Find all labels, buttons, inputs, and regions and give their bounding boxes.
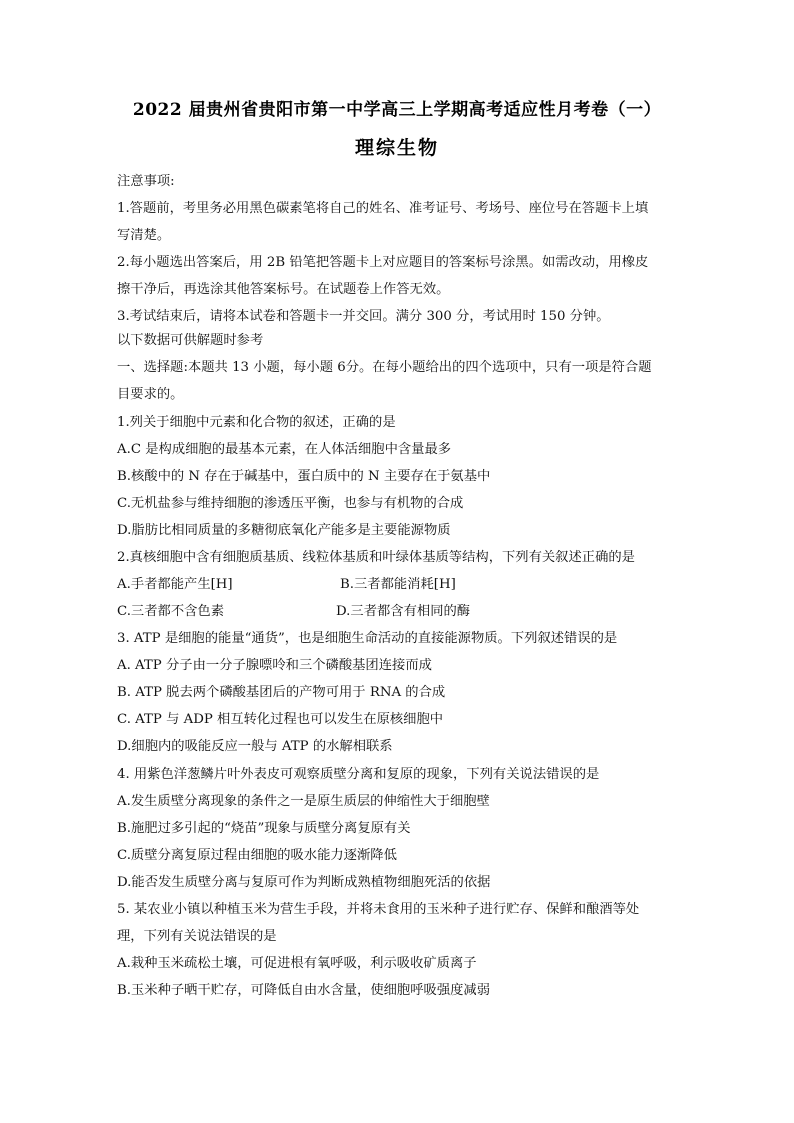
question-2-option-b: B.三者都能消耗[H] <box>340 577 456 592</box>
question-5-option-b: B.玉米种子晒干贮存，可降低自由水含量，使细胞呼吸强度减弱 <box>117 983 491 998</box>
question-2-option-d: D.三者都含有相同的酶 <box>336 604 471 619</box>
question-5-option-a: A.栽种玉米疏松土壤，可促进根有氧呼吸，利示吸收矿质离子 <box>117 956 477 971</box>
notice-item-2-line-1: 2.每小题选出答案后，用 2B 铅笔把答题卡上对应题目的答案标号涂黑。如需改动，用橡皮 <box>117 255 649 270</box>
section-intro-line-2: 目要求的。 <box>117 387 184 402</box>
notice-item-1-line-2: 写清楚。 <box>117 228 171 243</box>
question-1-option-a: A.C 是构成细胞的最基本元素，在人体活细胞中含量最多 <box>117 442 452 457</box>
question-4-option-d: D.能否发生质壁分离与复原可作为判断成熟植物细胞死活的依据 <box>117 875 491 890</box>
question-4-option-a: A.发生质壁分离现象的条件之一是原生质层的伸缩性大于细胞壁 <box>117 794 490 809</box>
notice-heading: 注意事项: <box>117 174 175 189</box>
question-2-option-c: C.三者都不含色素 <box>117 604 225 619</box>
question-1-option-d: D.脂肪比相同质量的多糖彻底氧化产能多是主要能源物质 <box>117 523 451 538</box>
question-1-option-b: B.核酸中的 N 存在于碱基中，蛋白质中的 N 主要存在于氨基中 <box>117 469 491 484</box>
exam-subject: 理综生物 <box>354 137 439 159</box>
question-5-stem-line-2: 理，下列有关说法错误的是 <box>117 929 277 944</box>
question-4-stem: 4. 用紫色洋葱鳞片叶外表皮可观察质壁分离和复原的现象，下列有关说法错误的是 <box>117 767 600 782</box>
notice-item-1-line-1: 1.答题前，考里务必用黑色碳素笔将自己的姓名、准考证号、考场号、座位号在答题卡上填 <box>117 201 649 216</box>
section-intro-line-1: 一、选择题:本题共 13 小题，每小题 6分。在每小题给出的四个选项中，只有一项是符合题 <box>117 360 652 375</box>
question-3-option-c: C. ATP 与 ADP 相互转化过程也可以发生在原核细胞中 <box>117 712 444 727</box>
question-4-option-c: C.质壁分离复原过程由细胞的吸水能力逐渐降低 <box>117 848 397 863</box>
question-2-stem: 2.真核细胞中含有细胞质基质、线粒体基质和叶绿体基质等结构，下列有关叙述正确的是 <box>117 550 635 565</box>
question-5-stem-line-1: 5. 某农业小镇以种植玉米为营生手段，并将未食用的玉米种子进行贮存、保鲜和酿酒等处 <box>117 902 640 917</box>
reference-note: 以下数据可供解题时参考 <box>117 333 264 348</box>
notice-item-3: 3.考试结束后，请将本试卷和答题卡一并交回。满分 300 分，考试用时 150 分钟。 <box>117 309 610 324</box>
question-1-stem: 1.列关于细胞中元素和化合物的叙述，正确的是 <box>117 415 396 430</box>
exam-title: 2022 届贵州省贵阳市第一中学高三上学期高考适应性月考卷（一） <box>132 100 662 120</box>
question-3-option-a: A. ATP 分子由一分子腺嘌呤和三个磷酸基团连接而成 <box>117 658 432 673</box>
question-2-option-a: A.手者都能产生[H] <box>117 577 233 592</box>
question-3-stem: 3. ATP 是细胞的能量“通货”，也是细胞生命活动的直接能源物质。下列叙述错误的是 <box>117 631 618 646</box>
question-3-option-d: D.细胞内的吸能反应一般与 ATP 的水解相联系 <box>117 739 393 754</box>
question-3-option-b: B. ATP 脱去两个磷酸基团后的产物可用于 RNA 的合成 <box>117 685 446 700</box>
notice-item-2-line-2: 擦干净后，再选涂其他答案标号。在试题卷上作答无效。 <box>117 282 450 297</box>
question-4-option-b: B.施肥过多引起的“烧苗”现象与质壁分离复原有关 <box>117 821 411 836</box>
question-1-option-c: C.无机盐参与维持细胞的渗透压平衡，也参与有机物的合成 <box>117 496 464 511</box>
